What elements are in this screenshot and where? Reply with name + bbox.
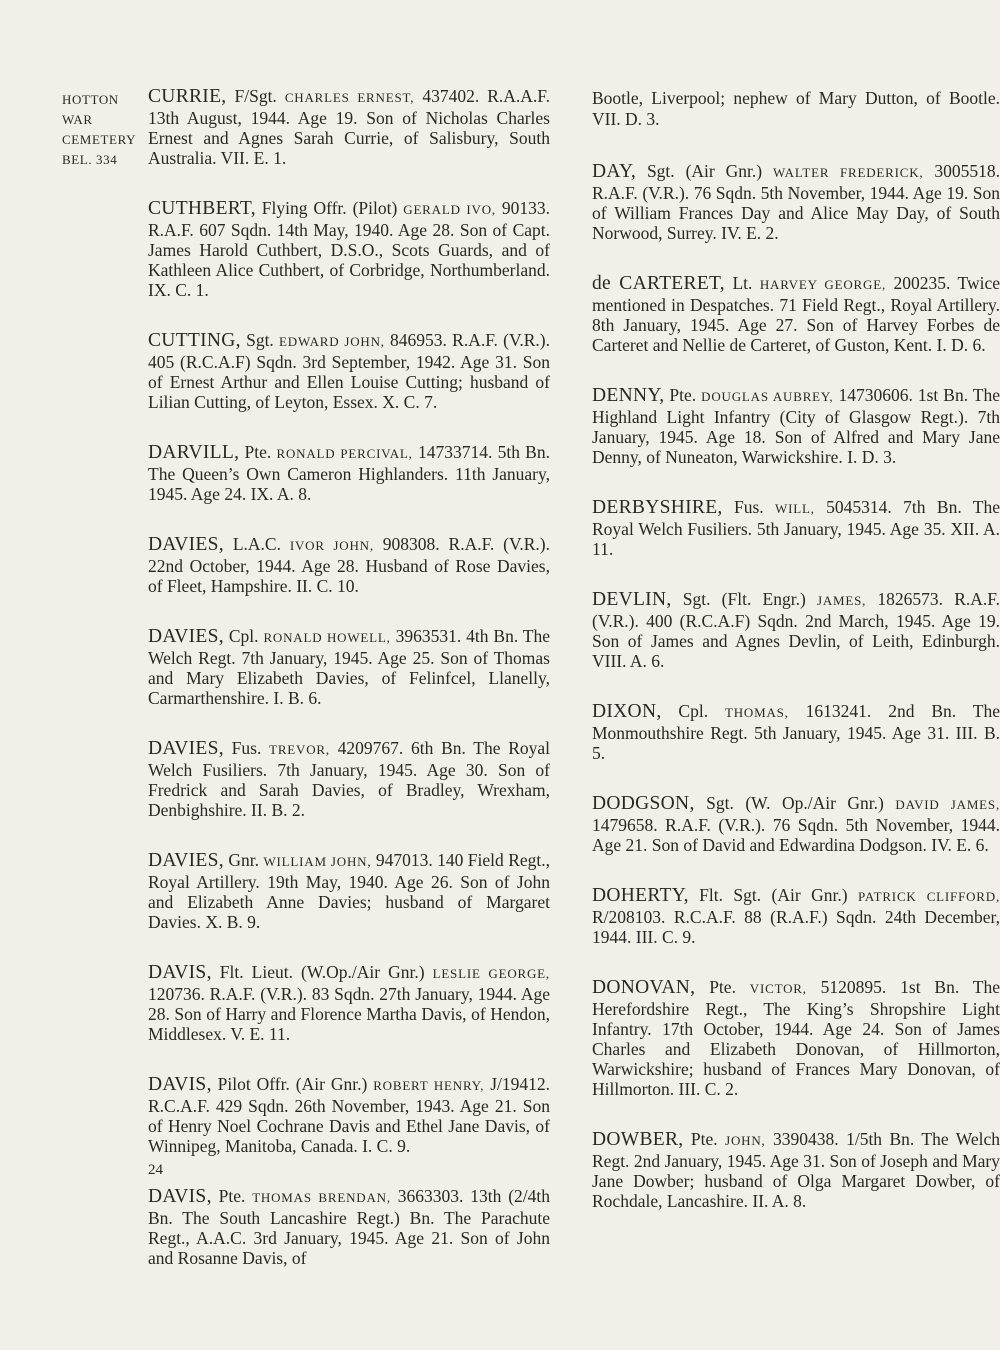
entry-details: 947013. 140 Field Regt., Royal Artillery. 19th May, 1940. Age 26. Son of John and Elizabeth Anne Davies; husband of Margaret Davies. X. B. 9. <box>148 850 550 932</box>
given-names: WALTER FREDERICK, <box>773 165 924 180</box>
page-number: 24 <box>148 1162 163 1178</box>
rank: Gnr. <box>223 850 264 870</box>
entry-details: 3390438. 1/5th Bn. The Welch Regt. 2nd January, 1945. Age 31. Son of Joseph and Mary Jane Dowber; husband of Olga Margaret Dowber, of Rochdale, Lancashire. II. A. 8. <box>592 1129 1000 1211</box>
casualty-entry <box>592 793 1000 855</box>
entry-details: 846953. R.A.F. (V.R.). 405 (R.C.A.F) Sqdn. 3rd September, 1942. Age 31. Son of Ernest Arthur and Ellen Louise Cutting; husband of Lilian Cutting, of Leyton, Essex. X. C. 7. <box>148 330 550 412</box>
surname: de CARTERET, <box>592 273 725 294</box>
surname: DAVIS, <box>148 1074 212 1095</box>
casualty-entry <box>592 1129 1000 1211</box>
surname: DOWBER, <box>592 1129 684 1150</box>
cemetery-name-line: HOTTON <box>62 92 119 107</box>
rank: Sgt. (Air Gnr.) <box>636 161 774 181</box>
casualty-entry <box>592 589 1000 671</box>
entry-details: 5120895. 1st Bn. The Herefordshire Regt., The King’s Shropshire Light Infantry. 17th October, 1944. Age 24. Son of James Charles and Elizabeth Donovan, of Hillmorton, Warwickshire; husband of Frances Mary Donovan, of Hillmorton. III. C. 2. <box>592 977 1000 1099</box>
given-names: ROBERT HENRY, <box>373 1078 485 1093</box>
entry-details: 3663303. 13th (2/4th Bn. The South Lancashire Regt.) Bn. The Parachute Regt., A.A.C. 3rd January, 1945. Age 21. Son of John and Rosanne Davis, of <box>148 1186 550 1268</box>
entry-details: 908308. R.A.F. (V.R.). 22nd October, 1944. Age 28. Husband of Rose Davies, of Fleet, Hampshire. II. C. 10. <box>148 534 550 596</box>
rank: Pte. <box>683 1129 726 1149</box>
casualty-entry <box>592 385 1000 467</box>
entry-details: J/19412. R.C.A.F. 429 Sqdn. 26th November, 1943. Age 21. Son of Henry Noel Cochrane Davis and Ethel Jane Davis, of Winnipeg, Manitoba, Canada. I. C. 9. <box>148 1074 550 1156</box>
casualty-entry <box>148 850 550 932</box>
surname: DAY, <box>592 161 637 182</box>
surname: DAVIS, <box>148 1186 212 1207</box>
surname: CUTHBERT, <box>148 198 256 219</box>
entry-details: 200235. Twice mentioned in Despatches. 71 Field Regt., Royal Artillery. 8th January, 1945. Age 27. Son of Harvey Forbes de Carteret and Nellie de Carteret, of Guston, Kent. I. D. 6. <box>592 273 1000 355</box>
given-names: VICTOR, <box>749 981 807 996</box>
rank: Sgt. <box>240 330 280 350</box>
rank: Flying Offr. (Pilot) <box>255 198 404 218</box>
casualty-entry <box>148 330 550 412</box>
entry-details: R/208103. R.C.A.F. 88 (R.A.F.) Sqdn. 24th December, 1944. III. C. 9. <box>592 907 1000 947</box>
casualty-entry <box>592 497 1000 559</box>
surname: DAVIES, <box>148 626 224 647</box>
given-names: JOHN, <box>725 1133 766 1148</box>
given-names: JAMES, <box>816 593 867 608</box>
rank: Sgt. (Flt. Engr.) <box>671 589 817 609</box>
casualty-entry <box>592 161 1000 243</box>
rank: Pte. <box>695 977 750 997</box>
rank: Sgt. (W. Op./Air Gnr.) <box>694 793 896 813</box>
surname: DAVIES, <box>148 850 224 871</box>
casualty-entry <box>148 442 550 504</box>
entry-details: 3963531. 4th Bn. The Welch Regt. 7th January, 1945. Age 25. Son of Thomas and Mary Elizabeth Davies, of Felinfcel, Llanelly, Carmarthenshire. I. B. 6. <box>148 626 550 708</box>
cemetery-word-line: CEMETERY <box>62 132 137 147</box>
rank: Flt. Sgt. (Air Gnr.) <box>688 885 859 905</box>
surname: DERBYSHIRE, <box>592 497 723 518</box>
given-names: HARVEY GEORGE, <box>759 277 886 292</box>
surname: DARVILL, <box>148 442 240 463</box>
rank: L.A.C. <box>223 534 290 554</box>
rank: Pte. <box>664 385 702 405</box>
entry-details: 14733714. 5th Bn. The Queen’s Own Cameron Highlanders. 11th January, 1945. Age 24. IX. A. 8. <box>148 442 550 504</box>
given-names: THOMAS, <box>725 705 789 720</box>
entry-details: 437402. R.A.A.F. 13th August, 1944. Age 19. Son of Nicholas Charles Ernest and Agnes Sarah Currie, of Salisbury, South Australia. VII. E. 1. <box>148 86 550 168</box>
rank: Cpl. <box>223 626 264 646</box>
given-names: PATRICK CLIFFORD, <box>858 889 1000 904</box>
rank: Fus. <box>223 738 270 758</box>
casualty-entry-continued <box>592 88 1000 131</box>
rank: Pte. <box>239 442 277 462</box>
given-names: GERALD IVO, <box>403 202 496 217</box>
cemetery-type-line: WAR <box>62 112 93 127</box>
given-names: THOMAS BRENDAN, <box>252 1190 391 1205</box>
entry-details: 4209767. 6th Bn. The Royal Welch Fusiliers. 7th January, 1945. Age 30. Son of Fredrick and Sarah Davies, of Bradley, Wrexham, Denbighshire. II. B. 2. <box>148 738 550 820</box>
rank: Pte. <box>211 1186 253 1206</box>
rank: Fus. <box>722 497 776 517</box>
entry-details: 120736. R.A.F. (V.R.). 83 Sqdn. 27th January, 1944. Age 28. Son of Harry and Florence Martha Davis, of Hendon, Middlesex. V. E. 11. <box>148 984 550 1044</box>
left-column <box>148 86 550 1298</box>
rank: Pilot Offr. (Air Gnr.) <box>211 1074 374 1094</box>
surname: DIXON, <box>592 701 662 722</box>
given-names: LESLIE GEORGE, <box>432 966 550 981</box>
entry-details: 5045314. 7th Bn. The Royal Welch Fusiliers. 5th January, 1945. Age 35. XII. A. 11. <box>592 497 1000 559</box>
entry-details: Bootle, Liverpool; nephew of Mary Dutton, of Bootle. VII. D. 3. <box>592 88 1000 129</box>
given-names: WILL, <box>775 501 815 516</box>
casualty-entry <box>148 198 550 300</box>
given-names: WILLIAM JOHN, <box>263 854 372 869</box>
surname: CUTTING, <box>148 330 241 351</box>
entry-details: 1613241. 2nd Bn. The Monmouthshire Regt. 5th January, 1945. Age 31. III. B. 5. <box>592 701 1000 763</box>
surname: DAVIES, <box>148 534 224 555</box>
cemetery-code-line: BEL. 334 <box>62 152 118 167</box>
casualty-entry <box>592 977 1000 1099</box>
surname: DAVIS, <box>148 962 212 983</box>
entry-details: 90133. R.A.F. 607 Sqdn. 14th May, 1940. Age 28. Son of Capt. James Harold Cuthbert, D.S.O., Scots Guards, and of Kathleen Alice Cuthbert, of Corbridge, Northumberland. IX. C. 1. <box>148 198 550 300</box>
right-column <box>592 88 1000 1241</box>
entry-details: 14730606. 1st Bn. The Highland Light Infantry (City of Glasgow Regt.). 7th January, 1945. Age 18. Son of Alfred and Mary Jane Denny, of Nuneaton, Warwickshire. I. D. 3. <box>592 385 1000 467</box>
surname: CURRIE, <box>148 86 227 107</box>
rank: Flt. Lieut. (W.Op./Air Gnr.) <box>211 962 433 982</box>
cemetery-reference <box>62 90 144 170</box>
given-names: CHARLES ERNEST, <box>284 90 415 105</box>
casualty-entry <box>148 1186 550 1268</box>
casualty-entry <box>592 885 1000 947</box>
surname: DAVIES, <box>148 738 224 759</box>
surname: DODGSON, <box>592 793 695 814</box>
entry-details: 1826573. R.A.F. (V.R.). 400 (R.C.A.F) Sqdn. 2nd March, 1945. Age 19. Son of James and Agnes Devlin, of Leith, Edinburgh. VIII. A. 6. <box>592 589 1000 671</box>
surname: DEVLIN, <box>592 589 672 610</box>
given-names: IVOR JOHN, <box>289 538 374 553</box>
casualty-entry <box>148 962 550 1044</box>
casualty-entry <box>592 273 1000 355</box>
surname: DOHERTY, <box>592 885 689 906</box>
given-names: TREVOR, <box>269 742 330 757</box>
given-names: RONALD PERCIVAL, <box>276 446 413 461</box>
rank: F/Sgt. <box>226 86 285 106</box>
given-names: RONALD HOWELL, <box>263 630 391 645</box>
rank: Cpl. <box>661 701 725 721</box>
casualty-entry <box>148 86 550 168</box>
surname: DENNY, <box>592 385 665 406</box>
entry-details: 1479658. R.A.F. (V.R.). 76 Sqdn. 5th November, 1944. Age 21. Son of David and Edwardina Dodgson. IV. E. 6. <box>592 815 1000 855</box>
given-names: DOUGLAS AUBREY, <box>701 389 834 404</box>
casualty-entry <box>148 738 550 820</box>
given-names: EDWARD JOHN, <box>279 334 385 349</box>
rank: Lt. <box>724 273 760 293</box>
casualty-entry <box>148 534 550 596</box>
casualty-entry <box>148 1074 550 1156</box>
casualty-entry <box>148 626 550 708</box>
entry-details: 3005518. R.A.F. (V.R.). 76 Sqdn. 5th November, 1944. Age 19. Son of William Frances Day and Alice May Day, of South Norwood, Surrey. IV. E. 2. <box>592 161 1000 243</box>
casualty-entry <box>592 701 1000 763</box>
surname: DONOVAN, <box>592 977 696 998</box>
given-names: DAVID JAMES, <box>895 797 1000 812</box>
